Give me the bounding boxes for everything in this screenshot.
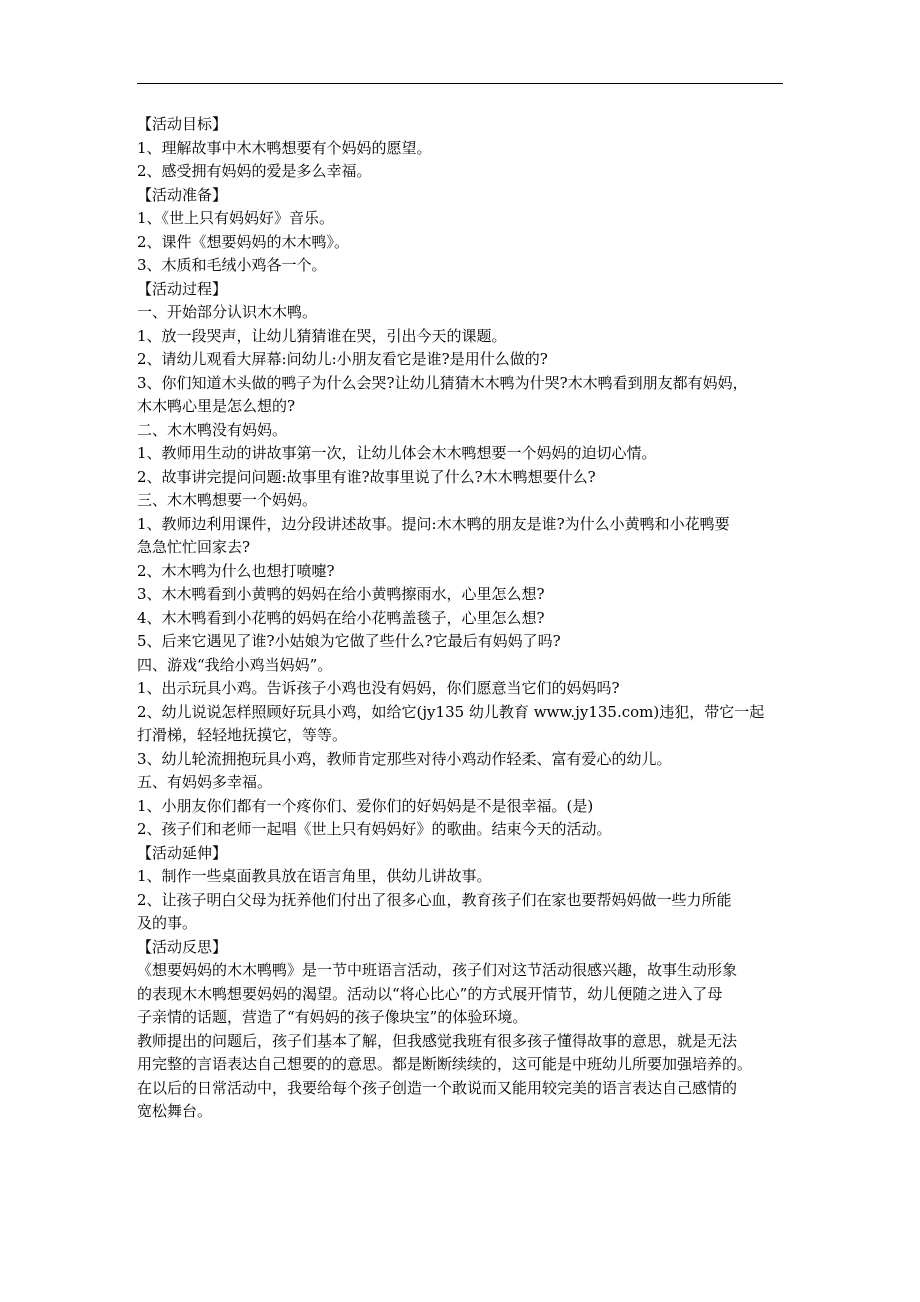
text-line: 四、游戏“我给小鸡当妈妈”。 — [137, 655, 333, 674]
text-line: 1、《世上只有妈妈好》音乐。 — [137, 209, 335, 227]
text-line: 1、小朋友你们都有一个疼你们、爱你们的好妈妈是不是很幸福。(是) — [137, 796, 594, 815]
text-line: 2、故事讲完提问问题:故事里有谁?故事里说了什么?木木鸭想要什么? — [137, 467, 596, 486]
text-line: 1、教师边利用课件，边分段讲述故事。提问:木木鸭的朋友是谁?为什么小黄鸭和小花鸭要 — [137, 514, 730, 533]
text-line: 1、制作一些桌面教具放在语言角里，供幼儿讲故事。 — [137, 867, 492, 885]
text-line: 2、感受拥有妈妈的爱是多么幸福。 — [137, 162, 372, 180]
text-line: 三、木木鸭想要一个妈妈。 — [137, 491, 318, 509]
text-line: 宽松舞台。 — [137, 1102, 213, 1120]
text-line: 用完整的言语表达自己想要的的意思。都是断断续续的，这可能是中班幼儿所要加强培养的。 — [137, 1055, 753, 1073]
text-line: 3、木质和毛绒小鸡各一个。 — [137, 256, 327, 274]
text-line: 木木鸭心里是怎么想的? — [137, 397, 296, 415]
text-line: 2、请幼儿观看大屏幕:问幼儿:小朋友看它是谁?是用什么做的? — [137, 350, 548, 368]
text-line: 【活动目标】 — [137, 115, 228, 133]
header-rule — [137, 83, 783, 84]
text-line: 的表现木木鸭想要妈妈的渴望。活动以“将心比心”的方式展开情节，幼儿便随之进入了母 — [137, 984, 723, 1003]
text-line: 子亲情的话题，营造了“有妈妈的孩子像块宝”的体验环境。 — [137, 1008, 528, 1026]
text-line: 《想要妈妈的木木鸭鸭》是一节中班语言活动，孩子们对这节活动很感兴趣，故事生动形象 — [137, 961, 738, 979]
text-line: 二、木木鸭没有妈妈。 — [137, 420, 288, 439]
text-line: 教师提出的问题后，孩子们基本了解，但我感觉我班有很多孩子懂得故事的意思，就是无法 — [137, 1031, 738, 1050]
text-line: 1、放一段哭声，让幼儿猜猜谁在哭，引出今天的课题。 — [137, 326, 507, 345]
text-line: 急急忙忙回家去? — [137, 538, 251, 556]
text-line: 打滑梯，轻轻地抚摸它，等等。 — [137, 726, 348, 744]
text-line: 2、让孩子明白父母为抚养他们付出了很多心血，教育孩子们在家也要帮妈妈做一些力所能 — [137, 890, 732, 909]
text-line: 3、你们知道木头做的鸭子为什么会哭?让幼儿猜猜木木鸭为什哭?木木鸭看到朋友都有妈妈， — [137, 373, 748, 392]
text-line: 1、理解故事中木木鸭想要有个妈妈的愿望。 — [137, 138, 432, 157]
text-line: 在以后的日常活动中，我要给每个孩子创造一个敢说而又能用较完美的语言表达自己感情的 — [137, 1078, 738, 1097]
text-line: 3、幼儿轮流拥抱玩具小鸡，教师肯定那些对待小鸡动作轻柔、富有爱心的幼儿。 — [137, 749, 672, 768]
text-line: 5、后来它遇见了谁?小姑娘为它做了些什么?它最后有妈妈了吗? — [137, 632, 561, 650]
text-line: 1、教师用生动的讲故事第一次，让幼儿体会木木鸭想要一个妈妈的迫切心情。 — [137, 444, 657, 462]
text-line: 2、课件《想要妈妈的木木鸭》。 — [137, 232, 350, 251]
text-line: 2、幼儿说说怎样照顾好玩具小鸡，如给它(jy135 幼儿教育 www.jy135.com)违犯，带它一起 — [137, 702, 765, 721]
text-line: 【活动过程】 — [137, 279, 228, 298]
text-line: 3、木木鸭看到小黄鸭的妈妈在给小黄鸭擦雨水，心里怎么想? — [137, 585, 545, 603]
text-line: 2、孩子们和老师一起唱《世上只有妈妈好》的歌曲。结束今天的活动。 — [137, 820, 612, 838]
document-body — [137, 113, 787, 1124]
text-line: 【活动反思】 — [137, 937, 228, 956]
text-line: 2、木木鸭为什么也想打喷嚏? — [137, 561, 335, 580]
text-line: 1、出示玩具小鸡。告诉孩子小鸡也没有妈妈，你们愿意当它们的妈妈吗? — [137, 679, 620, 697]
text-line: 五、有妈妈多幸福。 — [137, 773, 273, 791]
text-line: 及的事。 — [137, 914, 198, 932]
text-line: 【活动延伸】 — [137, 843, 228, 862]
text-line: 4、木木鸭看到小花鸭的妈妈在给小花鸭盖毯子，心里怎么想? — [137, 608, 545, 627]
text-line: 【活动准备】 — [137, 185, 228, 204]
text-line: 一、开始部分认识木木鸭。 — [137, 303, 318, 321]
